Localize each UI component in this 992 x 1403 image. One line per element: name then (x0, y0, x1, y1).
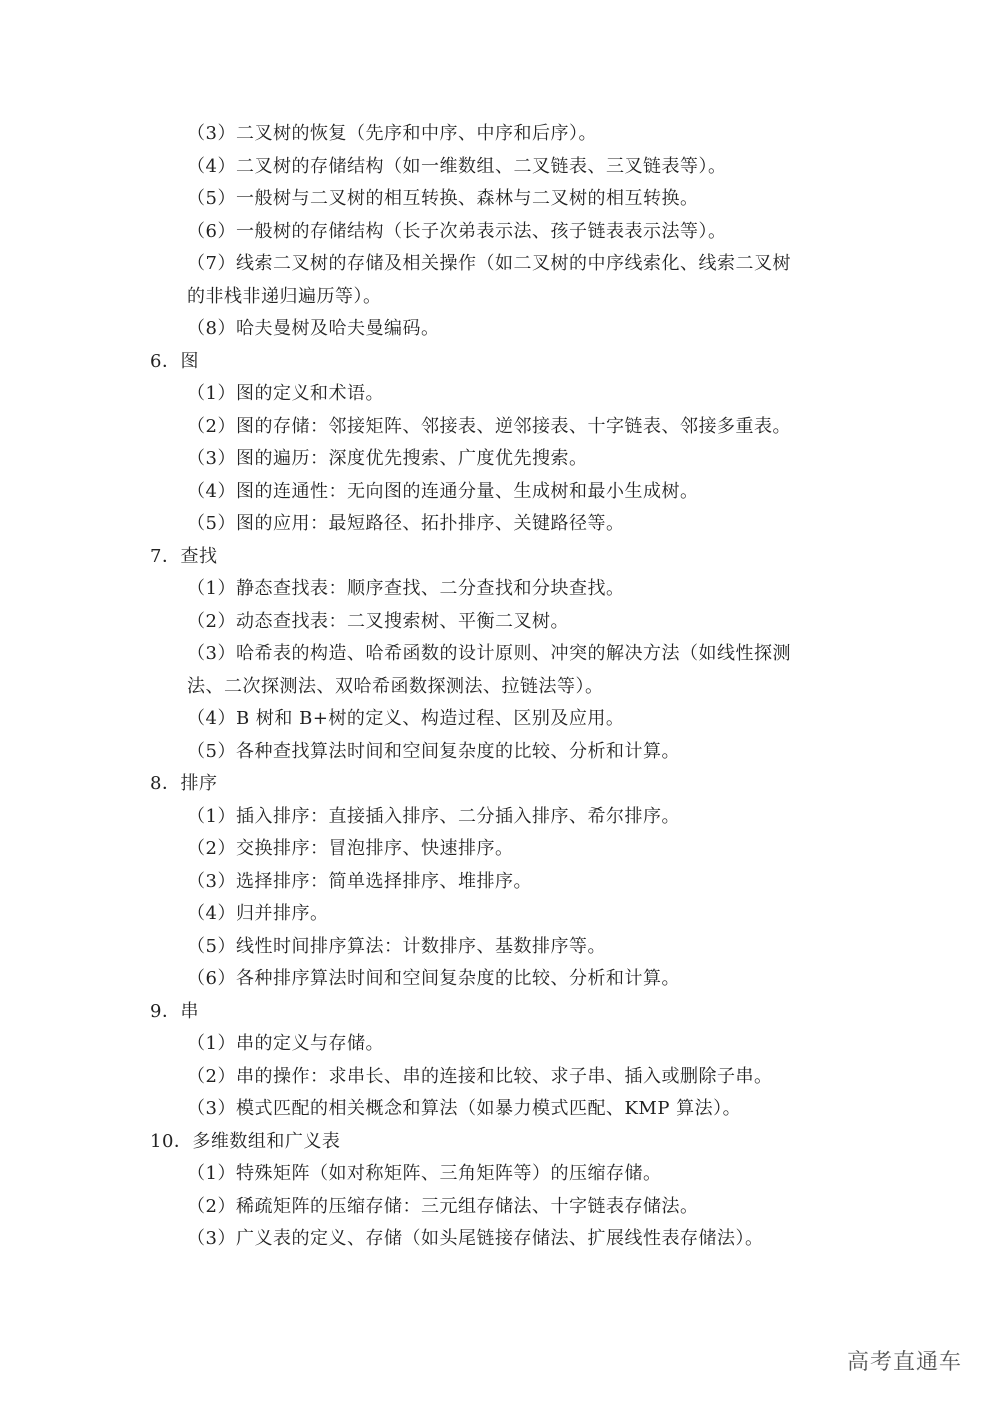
list-item: （5）线性时间排序算法：计数排序、基数排序等。 (187, 935, 606, 957)
list-item: （1）串的定义与存储。 (187, 1033, 384, 1054)
list-item: （2）稀疏矩阵的压缩存储：三元组存储法、十字链表存储法。 (187, 1195, 699, 1217)
list-item: （1）静态查找表：顺序查找、二分查找和分块查找。 (187, 578, 625, 599)
list-item: （3）模式匹配的相关概念和算法（如暴力模式匹配、KMP 算法）。 (187, 1098, 742, 1119)
section-heading: 7．查找 (150, 545, 218, 567)
list-item: （5）图的应用：最短路径、拓扑排序、关键路径等。 (187, 513, 625, 534)
syllabus-content (0, 118, 992, 1256)
list-item: （1）特殊矩阵（如对称矩阵、三角矩阵等）的压缩存储。 (187, 1163, 662, 1184)
list-item: （8）哈夫曼树及哈夫曼编码。 (187, 318, 440, 339)
list-item: （4）归并排序。 (187, 903, 329, 924)
list-item: （1）插入排序：直接插入排序、二分插入排序、希尔排序。 (187, 805, 680, 827)
list-item: （6）各种排序算法时间和空间复杂度的比较、分析和计算。 (187, 968, 680, 989)
section-heading: 10．多维数组和广义表 (150, 1130, 341, 1152)
list-item: （6）一般树的存储结构（长子次弟表示法、孩子链表表示法等）。 (187, 220, 727, 242)
section-heading: 8．排序 (150, 773, 218, 794)
list-item: （3）二叉树的恢复（先序和中序、中序和后序）。 (187, 123, 597, 144)
list-item: （3）广义表的定义、存储（如头尾链接存储法、扩展线性表存储法）。 (187, 1228, 764, 1249)
list-item: （1）图的定义和术语。 (187, 383, 384, 404)
list-item: （5）一般树与二叉树的相互转换、森林与二叉树的相互转换。 (187, 188, 699, 209)
watermark-text: 高考直通车 (846, 1350, 962, 1375)
list-item: （2）图的存储：邻接矩阵、邻接表、逆邻接表、十字链表、邻接多重表。 (187, 415, 791, 437)
list-item: （4）二叉树的存储结构（如一维数组、二叉链表、三叉链表等）。 (187, 155, 727, 177)
list-item: （7）线索二叉树的存储及相关操作（如二叉树的中序线索化、线索二叉树 (187, 253, 791, 274)
list-item: （3）图的遍历：深度优先搜索、广度优先搜索。 (187, 448, 588, 469)
list-item: （2）动态查找表：二叉搜索树、平衡二叉树。 (187, 610, 569, 632)
list-item-continuation: 的非栈非递归遍历等）。 (187, 285, 382, 307)
list-item: （4）B 树和 B+树的定义、构造过程、区别及应用。 (187, 708, 625, 729)
list-item: （3）选择排序：简单选择排序、堆排序。 (187, 870, 532, 892)
list-item: （5）各种查找算法时间和空间复杂度的比较、分析和计算。 (187, 740, 680, 762)
list-item: （3）哈希表的构造、哈希函数的设计原则、冲突的解决方法（如线性探测 (187, 643, 791, 664)
section-heading: 6．图 (150, 350, 199, 372)
list-item: （4）图的连通性：无向图的连通分量、生成树和最小生成树。 (187, 480, 699, 502)
section-heading: 9．串 (150, 1000, 199, 1022)
list-item: （2）串的操作：求串长、串的连接和比较、求子串、插入或删除子串。 (187, 1065, 773, 1087)
list-item: （2）交换排序：冒泡排序、快速排序。 (187, 838, 514, 859)
list-item-continuation: 法、二次探测法、双哈希函数探测法、拉链法等）。 (187, 675, 604, 697)
